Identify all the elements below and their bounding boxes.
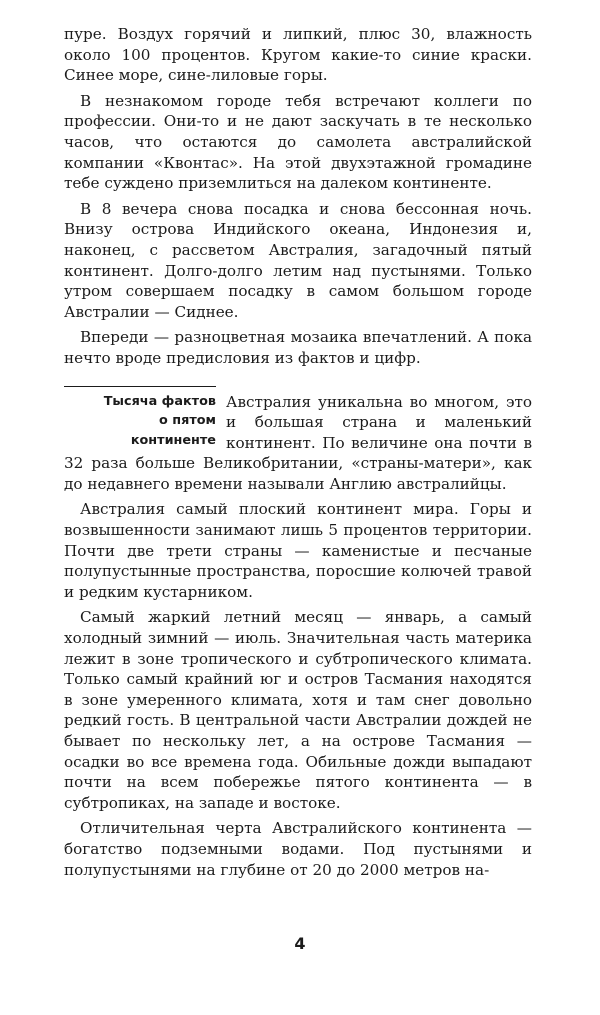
section-thousand-facts — [64, 386, 532, 881]
paragraph-colleagues: В незнакомом городе тебя встречают коллеги по профессии. Они-то и не дают заскучать в те несколько часов, что остаются до самолета австралийской компании «Квонтас». На этой двухэтажной громадине тебе суждено приземлиться на далеком континенте. — [64, 91, 532, 193]
paragraph-groundwater: Отличительная черта Австралийского континента — богатство подземными водами. Под пустынями и полупустынями на глубине от 20 до 2000 метров на- — [64, 819, 532, 879]
paragraph-continued: пуре. Воздух горячий и липкий, плюс 30, влажность около 100 процентов. Кругом какие-то синие краски. Синее море, сине-лиловые горы. — [64, 25, 532, 85]
page-number: 4 — [294, 934, 306, 953]
paragraph-climate: Самый жаркий летний месяц — январь, а самый холодный зимний — июль. Значительная часть материка лежит в зоне тропического и субтропического климата. Только самый крайний юг и остров Тасмания находятся в зоне умеренного климата, хотя и там снег довольно редкий гость. В центральной части Австралии дождей не бывает по нескольку лет, а на острове Тасмания — осадки во все времена года. Обильные дожди выпадают почти на всем побережье пятого континента — в субтропиках, на западе и востоке. — [64, 608, 532, 812]
book-page — [64, 24, 532, 885]
paragraph-flat-continent: Австралия самый плоский континент мира. Горы и возвышенности занимают лишь 5 процентов территории. Почти две трети страны — каменистые и песчаные полупустынные пространства, поросшие колючей травой и редким кустарником. — [64, 500, 532, 601]
section-heading — [64, 392, 216, 451]
paragraph-night-flight: В 8 вечера снова посадка и снова бессонная ночь. Внизу острова Индийского океана, Индонезия и, наконец, с рассветом Австралия, загадочный пятый континент. Долго-долго летим над пустынями. Только утром совершаем посадку в самом большом городе Австралии — Сиднее. — [64, 199, 532, 321]
section-heading-line: Тысяча фактов — [103, 393, 216, 409]
paragraph-unique: Австралия уникальна во многом, это и большая страна и маленький континент. По величине она почти в 32 раза больше Великобритании, «страны-матери», как до недавнего времени называли Англию австралийцы. — [64, 392, 532, 493]
section-heading-line: о пятом — [159, 413, 216, 428]
section-divider — [64, 386, 216, 387]
section-heading-line: континенте — [130, 432, 216, 448]
paragraph-preface: Впереди — разноцветная мозаика впечатлений. А пока нечто вроде предисловия из фактов и цифр. — [64, 328, 532, 367]
